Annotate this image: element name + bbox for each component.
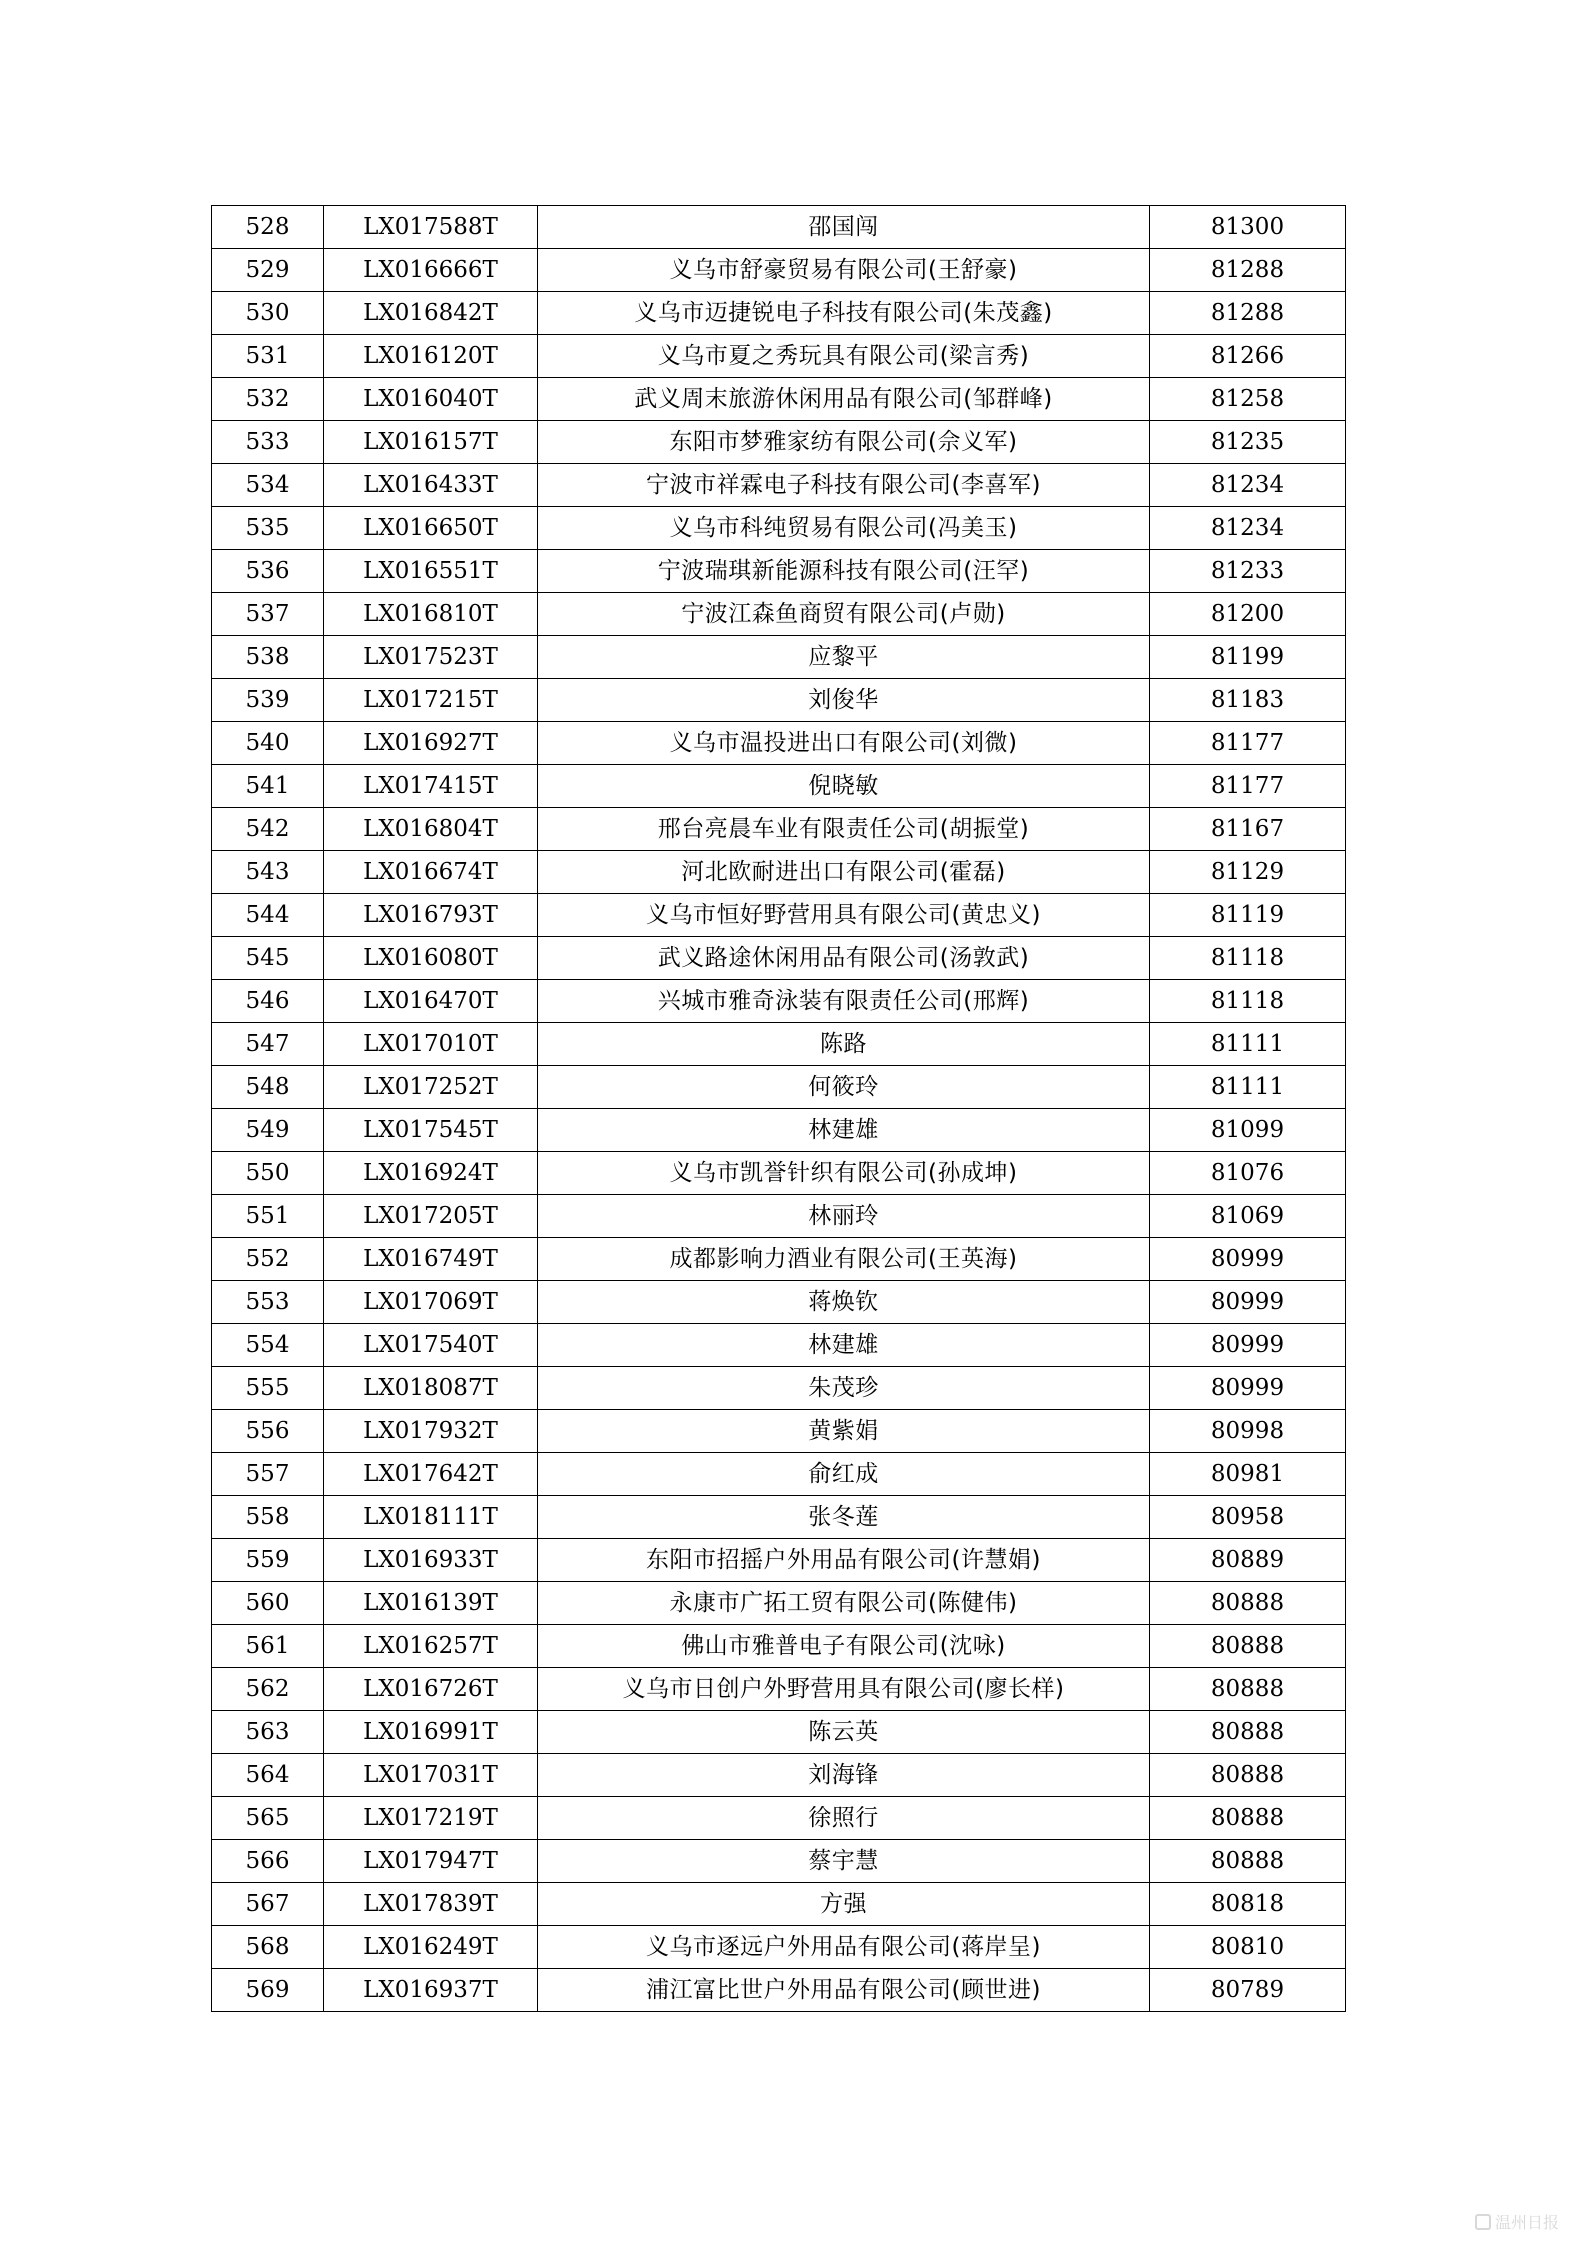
score-cell: 81111 [1150,1023,1346,1066]
table-row [212,937,1346,980]
rank-cell: 559 [212,1539,324,1582]
table-row [212,1926,1346,1969]
code-cell: LX016937T [324,1969,538,2012]
name-cell: 张冬莲 [538,1496,1150,1539]
score-cell: 81167 [1150,808,1346,851]
name-cell: 浦江富比世户外用品有限公司(顾世进) [538,1969,1150,2012]
code-cell: LX016470T [324,980,538,1023]
score-cell: 81199 [1150,636,1346,679]
code-cell: LX016674T [324,851,538,894]
code-cell: LX017545T [324,1109,538,1152]
table-row [212,1281,1346,1324]
table-row [212,335,1346,378]
name-cell: 刘俊华 [538,679,1150,722]
rank-cell: 535 [212,507,324,550]
rank-cell: 568 [212,1926,324,1969]
table-row [212,249,1346,292]
rank-cell: 542 [212,808,324,851]
rank-cell: 569 [212,1969,324,2012]
table-row [212,765,1346,808]
table-row [212,1410,1346,1453]
rank-cell: 552 [212,1238,324,1281]
code-cell: LX016749T [324,1238,538,1281]
rank-cell: 557 [212,1453,324,1496]
table-row [212,1711,1346,1754]
code-cell: LX017010T [324,1023,538,1066]
code-cell: LX016666T [324,249,538,292]
score-cell: 80958 [1150,1496,1346,1539]
score-cell: 80888 [1150,1797,1346,1840]
name-cell: 林建雄 [538,1109,1150,1152]
score-cell: 81288 [1150,292,1346,335]
code-cell: LX017219T [324,1797,538,1840]
table-row [212,679,1346,722]
name-cell: 倪晓敏 [538,765,1150,808]
rank-cell: 562 [212,1668,324,1711]
rank-cell: 530 [212,292,324,335]
ranking-table [211,205,1346,2012]
code-cell: LX017540T [324,1324,538,1367]
table-row [212,421,1346,464]
name-cell: 义乌市舒豪贸易有限公司(王舒豪) [538,249,1150,292]
code-cell: LX016139T [324,1582,538,1625]
score-cell: 81076 [1150,1152,1346,1195]
table-row [212,1840,1346,1883]
rank-cell: 567 [212,1883,324,1926]
table-row [212,1969,1346,2012]
table-row [212,722,1346,765]
score-cell: 80888 [1150,1668,1346,1711]
rank-cell: 550 [212,1152,324,1195]
table-row [212,1324,1346,1367]
rank-cell: 549 [212,1109,324,1152]
rank-cell: 563 [212,1711,324,1754]
code-cell: LX017415T [324,765,538,808]
name-cell: 武义周末旅游休闲用品有限公司(邹群峰) [538,378,1150,421]
rank-cell: 531 [212,335,324,378]
rank-cell: 528 [212,206,324,249]
code-cell: LX016433T [324,464,538,507]
code-cell: LX016551T [324,550,538,593]
table-row [212,1195,1346,1238]
table-row [212,464,1346,507]
name-cell: 义乌市恒好野营用具有限公司(黄忠义) [538,894,1150,937]
table-row [212,1625,1346,1668]
rank-cell: 543 [212,851,324,894]
name-cell: 永康市广拓工贸有限公司(陈健伟) [538,1582,1150,1625]
code-cell: LX016257T [324,1625,538,1668]
rank-cell: 556 [212,1410,324,1453]
table-row [212,1797,1346,1840]
name-cell: 佛山市雅普电子有限公司(沈咏) [538,1625,1150,1668]
code-cell: LX016040T [324,378,538,421]
code-cell: LX016927T [324,722,538,765]
code-cell: LX016080T [324,937,538,980]
code-cell: LX016650T [324,507,538,550]
name-cell: 义乌市日创户外野营用具有限公司(廖长样) [538,1668,1150,1711]
table-row [212,851,1346,894]
score-cell: 81234 [1150,464,1346,507]
name-cell: 黄紫娟 [538,1410,1150,1453]
table-row [212,1582,1346,1625]
name-cell: 陈云英 [538,1711,1150,1754]
rank-cell: 564 [212,1754,324,1797]
score-cell: 80810 [1150,1926,1346,1969]
table-row [212,1066,1346,1109]
code-cell: LX017069T [324,1281,538,1324]
table-row [212,1453,1346,1496]
score-cell: 81118 [1150,980,1346,1023]
score-cell: 81288 [1150,249,1346,292]
code-cell: LX018111T [324,1496,538,1539]
rank-cell: 551 [212,1195,324,1238]
ranking-table-body [212,206,1346,2012]
code-cell: LX017031T [324,1754,538,1797]
score-cell: 80789 [1150,1969,1346,2012]
rank-cell: 554 [212,1324,324,1367]
name-cell: 义乌市夏之秀玩具有限公司(梁言秀) [538,335,1150,378]
code-cell: LX016810T [324,593,538,636]
rank-cell: 545 [212,937,324,980]
score-cell: 81069 [1150,1195,1346,1238]
name-cell: 宁波江森鱼商贸有限公司(卢勋) [538,593,1150,636]
rank-cell: 561 [212,1625,324,1668]
score-cell: 81200 [1150,593,1346,636]
name-cell: 宁波瑞琪新能源科技有限公司(汪罕) [538,550,1150,593]
code-cell: LX016120T [324,335,538,378]
name-cell: 东阳市招摇户外用品有限公司(许慧娟) [538,1539,1150,1582]
score-cell: 80818 [1150,1883,1346,1926]
score-cell: 81119 [1150,894,1346,937]
score-cell: 81177 [1150,722,1346,765]
score-cell: 81300 [1150,206,1346,249]
name-cell: 何筱玲 [538,1066,1150,1109]
code-cell: LX016249T [324,1926,538,1969]
name-cell: 宁波市祥霖电子科技有限公司(李喜军) [538,464,1150,507]
name-cell: 林丽玲 [538,1195,1150,1238]
name-cell: 河北欧耐进出口有限公司(霍磊) [538,851,1150,894]
code-cell: LX016726T [324,1668,538,1711]
table-row [212,507,1346,550]
name-cell: 蒋焕钦 [538,1281,1150,1324]
code-cell: LX017932T [324,1410,538,1453]
code-cell: LX016804T [324,808,538,851]
table-row [212,206,1346,249]
score-cell: 81266 [1150,335,1346,378]
name-cell: 俞红成 [538,1453,1150,1496]
rank-cell: 548 [212,1066,324,1109]
score-cell: 81234 [1150,507,1346,550]
rank-cell: 553 [212,1281,324,1324]
table-row [212,1496,1346,1539]
score-cell: 81233 [1150,550,1346,593]
watermark-text: 温州日报 [1494,2213,1559,2232]
watermark [1475,2210,1559,2233]
table-row [212,378,1346,421]
score-cell: 80999 [1150,1281,1346,1324]
score-cell: 80999 [1150,1367,1346,1410]
score-cell: 81177 [1150,765,1346,808]
rank-cell: 534 [212,464,324,507]
name-cell: 刘海锋 [538,1754,1150,1797]
name-cell: 方强 [538,1883,1150,1926]
rank-cell: 560 [212,1582,324,1625]
score-cell: 81099 [1150,1109,1346,1152]
score-cell: 81258 [1150,378,1346,421]
code-cell: LX017588T [324,206,538,249]
rank-cell: 537 [212,593,324,636]
table-row [212,808,1346,851]
code-cell: LX017215T [324,679,538,722]
code-cell: LX016933T [324,1539,538,1582]
name-cell: 徐照行 [538,1797,1150,1840]
score-cell: 80889 [1150,1539,1346,1582]
code-cell: LX017205T [324,1195,538,1238]
code-cell: LX016842T [324,292,538,335]
table-row [212,894,1346,937]
rank-cell: 538 [212,636,324,679]
code-cell: LX017252T [324,1066,538,1109]
table-row [212,980,1346,1023]
code-cell: LX017523T [324,636,538,679]
rank-cell: 540 [212,722,324,765]
name-cell: 应黎平 [538,636,1150,679]
name-cell: 邵国闯 [538,206,1150,249]
score-cell: 81118 [1150,937,1346,980]
score-cell: 81183 [1150,679,1346,722]
score-cell: 80888 [1150,1625,1346,1668]
code-cell: LX018087T [324,1367,538,1410]
logo-icon [1475,2214,1491,2230]
rank-cell: 555 [212,1367,324,1410]
name-cell: 义乌市科纯贸易有限公司(冯美玉) [538,507,1150,550]
name-cell: 义乌市逐远户外用品有限公司(蒋岸呈) [538,1926,1150,1969]
table-row [212,1754,1346,1797]
name-cell: 成都影响力酒业有限公司(王英海) [538,1238,1150,1281]
code-cell: LX017947T [324,1840,538,1883]
table-row [212,636,1346,679]
rank-cell: 529 [212,249,324,292]
score-cell: 80999 [1150,1238,1346,1281]
table-row [212,292,1346,335]
score-cell: 80888 [1150,1754,1346,1797]
name-cell: 东阳市梦雅家纺有限公司(佘义军) [538,421,1150,464]
table-row [212,550,1346,593]
name-cell: 义乌市温投进出口有限公司(刘微) [538,722,1150,765]
table-row [212,1023,1346,1066]
score-cell: 80999 [1150,1324,1346,1367]
rank-cell: 533 [212,421,324,464]
score-cell: 80888 [1150,1711,1346,1754]
score-cell: 81235 [1150,421,1346,464]
score-cell: 80981 [1150,1453,1346,1496]
table-row [212,1152,1346,1195]
score-cell: 81129 [1150,851,1346,894]
rank-cell: 547 [212,1023,324,1066]
rank-cell: 546 [212,980,324,1023]
name-cell: 武义路途休闲用品有限公司(汤敦武) [538,937,1150,980]
table-row [212,593,1346,636]
name-cell: 林建雄 [538,1324,1150,1367]
name-cell: 陈路 [538,1023,1150,1066]
table-row [212,1367,1346,1410]
table-row [212,1668,1346,1711]
rank-cell: 566 [212,1840,324,1883]
score-cell: 80888 [1150,1582,1346,1625]
name-cell: 邢台亮晨车业有限责任公司(胡振堂) [538,808,1150,851]
rank-cell: 532 [212,378,324,421]
name-cell: 兴城市雅奇泳装有限责任公司(邢辉) [538,980,1150,1023]
code-cell: LX016991T [324,1711,538,1754]
rank-cell: 558 [212,1496,324,1539]
score-cell: 80998 [1150,1410,1346,1453]
code-cell: LX016157T [324,421,538,464]
name-cell: 朱茂珍 [538,1367,1150,1410]
table-row [212,1883,1346,1926]
rank-cell: 539 [212,679,324,722]
score-cell: 81111 [1150,1066,1346,1109]
table-row [212,1109,1346,1152]
rank-cell: 541 [212,765,324,808]
code-cell: LX016924T [324,1152,538,1195]
rank-cell: 544 [212,894,324,937]
table-row [212,1539,1346,1582]
name-cell: 义乌市迈捷锐电子科技有限公司(朱茂鑫) [538,292,1150,335]
name-cell: 蔡宇慧 [538,1840,1150,1883]
score-cell: 80888 [1150,1840,1346,1883]
rank-cell: 536 [212,550,324,593]
table-row [212,1238,1346,1281]
code-cell: LX016793T [324,894,538,937]
code-cell: LX017839T [324,1883,538,1926]
rank-cell: 565 [212,1797,324,1840]
name-cell: 义乌市凯誉针织有限公司(孙成坤) [538,1152,1150,1195]
code-cell: LX017642T [324,1453,538,1496]
